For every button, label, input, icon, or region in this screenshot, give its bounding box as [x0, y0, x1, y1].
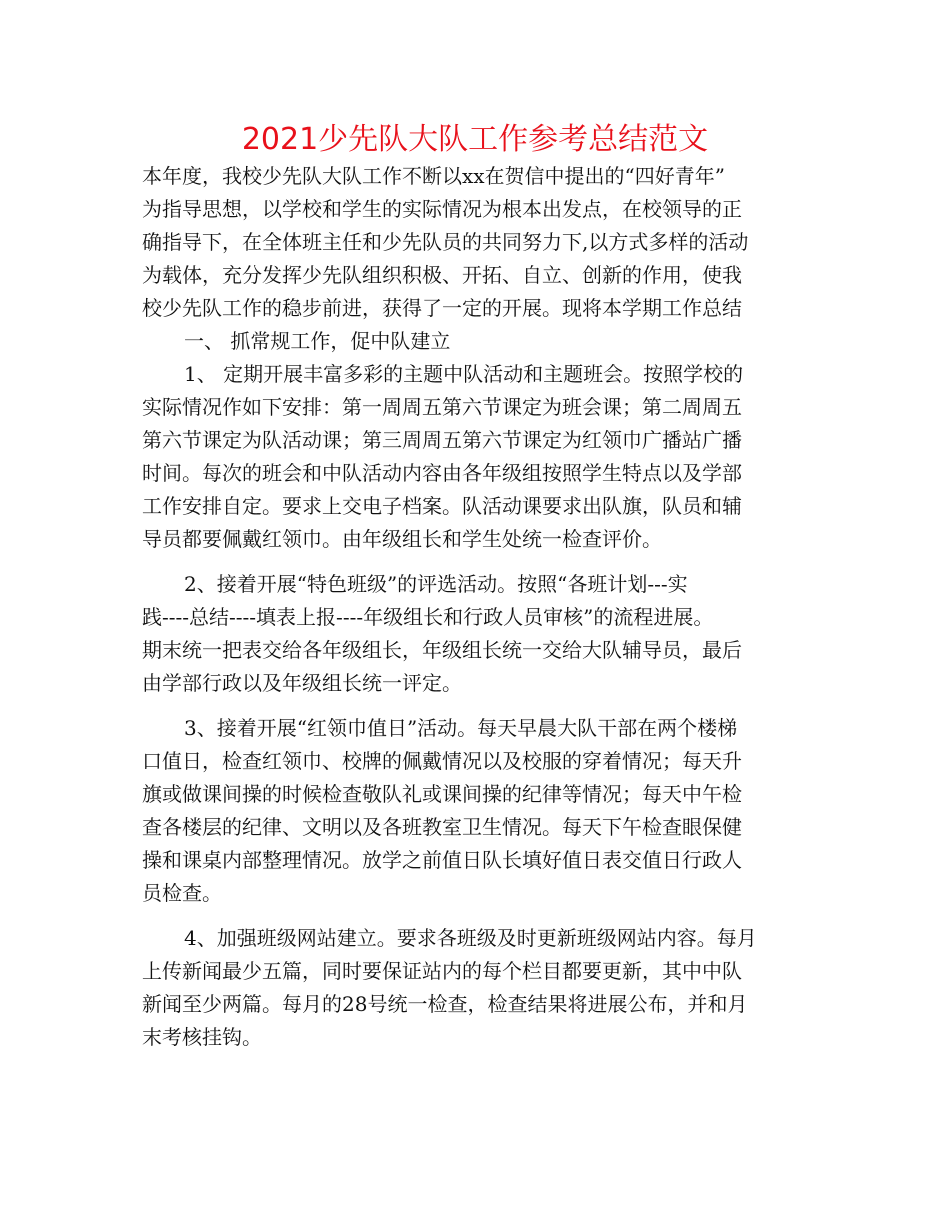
text-line: 实际情况作如下安排：第一周周五第六节课定为班会课；第二周周五: [142, 395, 742, 419]
paragraph-gap: [142, 910, 822, 922]
text-line: 查各楼层的纪律、文明以及各班教室卫生情况。每天下午检查眼保健: [142, 815, 742, 839]
text-line: 为载体，充分发挥少先队组织积极、开拓、自立、创新的作用，使我: [142, 263, 742, 287]
text-line: 旗或做课间操的时候检查敬队礼或课间操的纪律等情况；每天中午检: [142, 782, 742, 806]
text-line: 为指导思想，以学校和学生的实际情况为根本出发点，在校领导的正: [142, 197, 742, 221]
paragraph-gap: [142, 556, 822, 568]
text-line: 1、 定期开展丰富多彩的主题中队活动和主题班会。按照学校的: [184, 362, 744, 386]
text-line: 2、接着开展“特色班级”的评选活动。按照“各班计划---实: [184, 572, 688, 596]
text-line: 由学部行政以及年级组长统一评定。: [142, 671, 462, 695]
text-line: 操和课桌内部整理情况。放学之前值日队长填好值日表交值日行政人: [142, 848, 742, 872]
text-line: 工作安排自定。要求上交电子档案。队活动课要求出队旗，队员和辅: [142, 494, 742, 518]
text-line: 员检查。: [142, 881, 222, 905]
text-line: 上传新闻最少五篇，同时要保证站内的每个栏目都要更新，其中中队: [142, 959, 742, 983]
text-line: 践----总结----填表上报----年级组长和行政人员审核”的流程进展。: [142, 605, 714, 629]
document-body: [142, 160, 822, 1054]
item-paragraph-4: [142, 922, 822, 1054]
text-line: 4、加强班级网站建立。要求各班级及时更新班级网站内容。每月: [184, 926, 757, 950]
paragraph-gap: [142, 700, 822, 712]
section-heading: [142, 325, 822, 358]
text-line: 导员都要佩戴红领巾。由年级组长和学生处统一检查评价。: [142, 527, 662, 551]
text-line: 第六节课定为队活动课；第三周周五第六节课定为红领巾广播站广播: [142, 428, 742, 452]
item-paragraph-1: [142, 358, 822, 556]
document-title: 2021少先队大队工作参考总结范文: [241, 122, 709, 157]
text-line: 新闻至少两篇。每月的28号统一检查，检查结果将进展公布，并和月: [142, 992, 748, 1016]
text-line: 确指导下，在全体班主任和少先队员的共同努力下,以方式多样的活动: [142, 230, 749, 254]
item-paragraph-2: [142, 568, 822, 700]
text-line: 时间。每次的班会和中队活动内容由各年级组按照学生特点以及学部: [142, 461, 742, 485]
text-line: 校少先队工作的稳步前进，获得了一定的开展。现将本学期工作总结: [142, 296, 742, 320]
text-line: 3、接着开展“红领巾值日”活动。每天早晨大队干部在两个楼梯: [184, 716, 738, 740]
item-paragraph-3: [142, 712, 822, 910]
text-line: 一、 抓常规工作，促中队建立: [184, 329, 451, 353]
text-line: 末考核挂钩。: [142, 1025, 262, 1049]
text-line: 本年度，我校少先队大队工作不断以xx在贺信中提出的“四好青年”: [142, 164, 726, 188]
text-line: 口值日，检查红领巾、校牌的佩戴情况以及校服的穿着情况；每天升: [142, 749, 742, 773]
intro-paragraph: [142, 160, 822, 325]
text-line: 期末统一把表交给各年级组长，年级组长统一交给大队辅导员，最后: [142, 638, 742, 662]
